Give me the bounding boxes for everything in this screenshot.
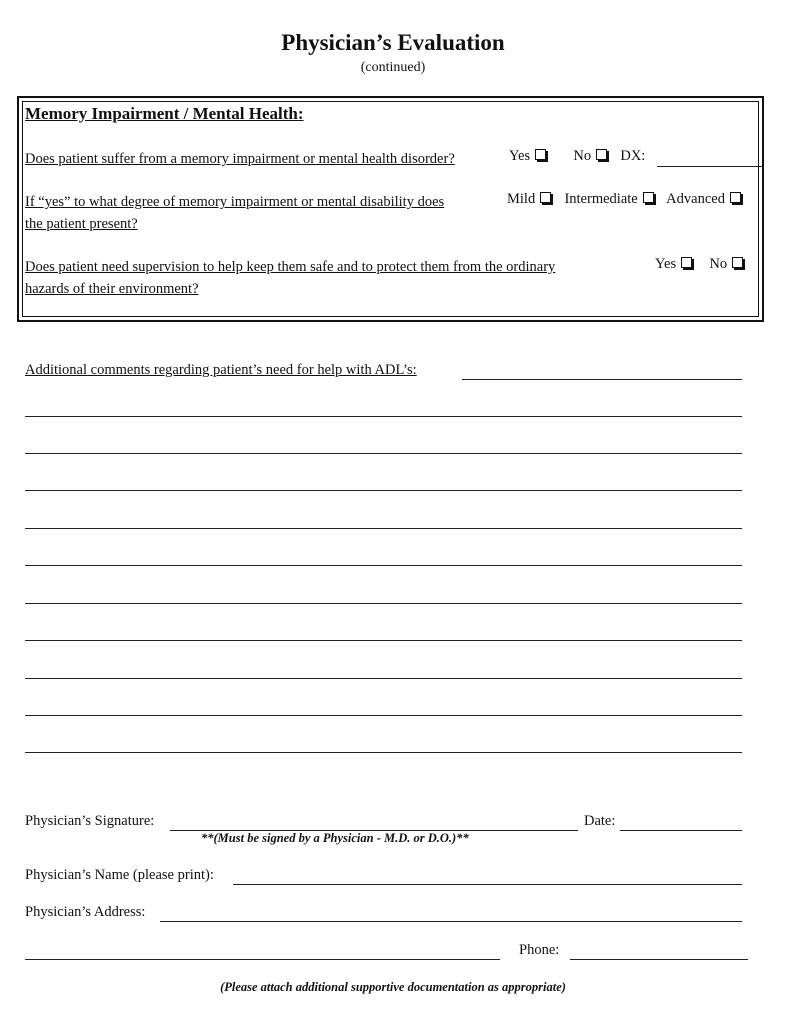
page-subtitle: (continued) [360,60,426,75]
q3-yes-label: Yes [655,256,677,272]
q2-intermediate-checkbox[interactable] [643,192,654,203]
phone-label: Phone: [519,942,560,958]
physician-name-label: Physician’s Name (please print): [25,867,214,883]
comments-line-1[interactable] [462,379,742,380]
q1-yes-checkbox[interactable] [535,149,546,160]
comments-line-8[interactable] [25,640,742,641]
comments-line-6[interactable] [25,565,742,566]
q3-options [655,256,743,273]
signature-label: Physician’s Signature: [25,813,155,829]
physician-address-label: Physician’s Address: [25,904,146,920]
date-label: Date: [584,813,616,829]
q1-no-label: No [573,148,592,164]
date-field[interactable] [620,830,742,831]
question-degree-of-impairment: If “yes” to what degree of memory impairment or mental disability does the patient present? [25,194,445,232]
question-supervision: Does patient need supervision to help keep them safe and to protect them from the ordinary hazards of their environment? [25,259,556,297]
comments-label: Additional comments regarding patient’s need for help with ADL’s: [25,362,417,378]
comments-line-9[interactable] [25,678,742,679]
physician-address-field-2[interactable] [25,959,500,960]
q2-options [507,191,741,208]
comments-line-10[interactable] [25,715,742,716]
comments-line-7[interactable] [25,603,742,604]
q2-advanced-checkbox[interactable] [730,192,741,203]
comments-line-3[interactable] [25,453,742,454]
question-memory-impairment: Does patient suffer from a memory impairment or mental health disorder? [25,151,455,167]
footer-note: (Please attach additional supportive documentation as appropriate) [220,980,566,994]
q1-dx-field[interactable] [657,166,762,167]
q2-mild-checkbox[interactable] [540,192,551,203]
physician-address-field[interactable] [160,921,742,922]
q3-no-label: No [709,256,728,272]
physician-name-field[interactable] [233,884,742,885]
q3-no-checkbox[interactable] [732,257,743,268]
q2-advanced-label: Advanced [666,191,725,207]
q1-options [509,148,645,165]
phone-field[interactable] [570,959,748,960]
memory-section-heading: Memory Impairment / Mental Health: [25,104,304,123]
q2-mild-label: Mild [507,191,536,207]
comments-line-11[interactable] [25,752,742,753]
page-title: Physician’s Evaluation [281,30,505,55]
q3-yes-checkbox[interactable] [681,257,692,268]
comments-line-5[interactable] [25,528,742,529]
must-sign-note: **(Must be signed by a Physician - M.D. or D.O.)** [201,831,469,845]
q1-yes-label: Yes [509,148,531,164]
q1-no-checkbox[interactable] [596,149,607,160]
comments-line-4[interactable] [25,490,742,491]
q1-dx-label: DX: [620,148,646,164]
q2-intermediate-label: Intermediate [564,191,638,207]
comments-line-2[interactable] [25,416,742,417]
